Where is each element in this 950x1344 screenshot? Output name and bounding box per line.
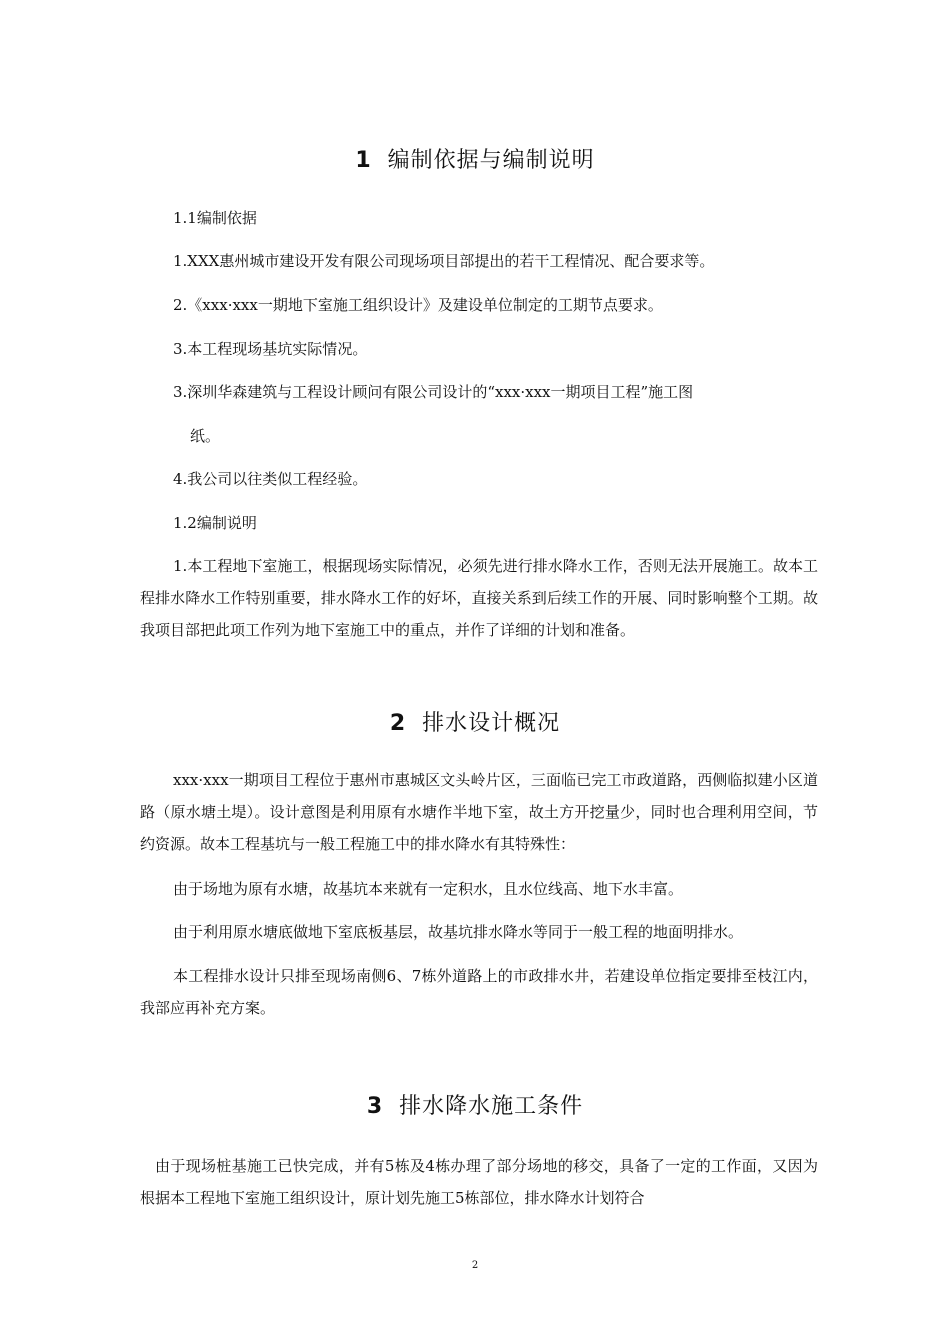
subsection-1-2-title: 1.2编制说明 [173,514,257,532]
section-1-heading [0,143,950,174]
basis-item-2: 2.《xxx·xxx一期地下室施工组织设计》及建设单位制定的工期节点要求。 [173,296,663,314]
basis-item-4-continued: 纸。 [190,427,221,445]
section-title: 排水设计概况 [422,711,561,736]
section-number: 2 [389,711,407,736]
subsection-1-1-title: 1.1编制依据 [173,209,257,227]
section-number: 1 [355,148,372,173]
section-number: 3 [366,1094,384,1119]
discharge-design-paragraph: 本工程排水设计只排至现场南侧6、7栋外道路上的市政排水井，若建设单位指定要排至枝江内，我部应再补充方案。 [140,967,818,1017]
construction-condition-paragraph: 由于现场桩基施工已快完成，并有5栋及4栋办理了部分场地的移交，具备了一定的工作面，又因为根据本工程地下室施工组织设计，原计划先施工5栋部位，排水降水计划符合 [140,1157,818,1207]
drainage-overview-paragraph: xxx·xxx一期项目工程位于惠州市惠城区文头岭片区，三面临已完工市政道路，西侧临拟建小区道路（原水塘土堤）。设计意图是利用原有水塘作半地下室，故土方开挖量少，同时也合理利用空间，节约资源。故本工程基坑与一般工程施工中的排水降水有其特殊性： [140,771,818,853]
basis-item-4: 3.深圳华森建筑与工程设计顾问有限公司设计的“xxx·xxx一期项目工程”施工图 [173,383,694,401]
basis-item-3: 3.本工程现场基坑实际情况。 [173,340,368,358]
section-title: 排水降水施工条件 [399,1094,584,1119]
site-condition-paragraph: 由于场地为原有水塘，故基坑本来就有一定积水，且水位线高、地下水丰富。 [173,880,684,898]
basis-item-5: 4.我公司以往类似工程经验。 [173,470,368,488]
section-3-heading [0,1089,950,1120]
page-number: 2 [471,1260,479,1271]
basement-base-paragraph: 由于利用原水塘底做地下室底板基层，故基坑排水降水等同于一般工程的地面明排水。 [173,923,744,941]
explanation-paragraph: 1.本工程地下室施工，根据现场实际情况，必须先进行排水降水工作，否则无法开展施工。故本工程排水降水工作特别重要，排水降水工作的好坏，直接关系到后续工作的开展、同时影响整个工期。故我项目部把此项工作列为地下室施工中的重点，并作了详细的计划和准备。 [140,557,818,639]
section-title: 编制依据与编制说明 [387,148,595,173]
basis-item-1: 1.XXX惠州城市建设开发有限公司现场项目部提出的若干工程情况、配合要求等。 [173,252,715,270]
section-2-heading [0,706,950,737]
